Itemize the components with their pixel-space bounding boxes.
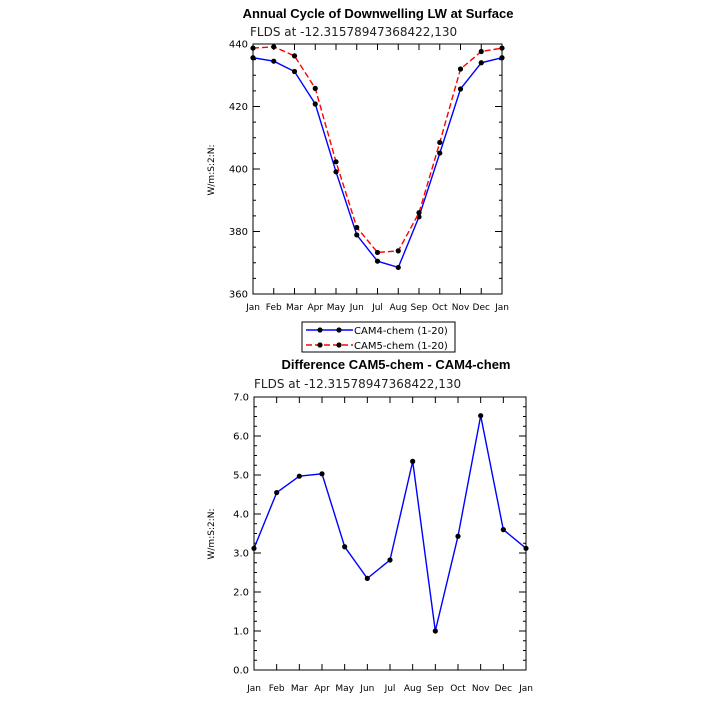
data-point <box>250 55 255 60</box>
data-point <box>458 66 463 71</box>
x-tick-label: Aug <box>403 684 422 694</box>
x-tick-label: Nov <box>451 303 470 313</box>
data-point <box>292 53 297 58</box>
x-tick-label: Jan <box>247 684 261 694</box>
x-tick-label: Jan <box>495 303 509 313</box>
data-point <box>387 557 392 562</box>
x-tick-label: Nov <box>471 684 490 694</box>
legend-label-cam4: CAM4-chem (1-20) <box>354 326 448 337</box>
data-point <box>250 45 255 50</box>
data-point <box>437 150 442 155</box>
legend-marker-cam4 <box>317 327 322 332</box>
plot-area <box>233 393 533 695</box>
data-point <box>319 471 324 476</box>
y-tick-label: 360 <box>228 289 248 301</box>
y-tick-label: 4.0 <box>233 509 249 521</box>
x-tick-label: Jul <box>384 684 396 694</box>
plot-area <box>229 40 509 314</box>
chart-subtitle: FLDS at -12.31578947368422,130 <box>254 377 462 391</box>
data-point <box>297 474 302 479</box>
x-tick-label: Jun <box>360 684 375 694</box>
x-tick-label: Jun <box>349 303 364 313</box>
data-point <box>501 527 506 532</box>
data-point <box>416 210 421 215</box>
x-tick-label: May <box>335 684 354 694</box>
y-tick-label: 400 <box>228 164 248 176</box>
data-point <box>333 169 338 174</box>
y-tick-label: 3.0 <box>233 548 249 560</box>
data-point <box>410 459 415 464</box>
series-line-1 <box>254 416 526 631</box>
legend-marker-cam4 <box>336 327 341 332</box>
chart-subtitle: FLDS at -12.31578947368422,130 <box>250 25 458 39</box>
data-point <box>396 248 401 253</box>
data-point <box>365 576 370 581</box>
data-point <box>396 265 401 270</box>
data-point <box>354 225 359 230</box>
data-point <box>375 259 380 264</box>
x-tick-label: Apr <box>307 303 324 313</box>
legend-marker-cam5 <box>317 342 322 347</box>
data-point <box>313 86 318 91</box>
series-line-2 <box>253 47 502 253</box>
y-axis-label: W/m:S:2:N: <box>207 508 217 560</box>
y-tick-label: 1.0 <box>233 626 249 638</box>
y-tick-label: 380 <box>228 227 248 238</box>
data-point <box>251 546 256 551</box>
x-tick-label: Feb <box>268 684 285 694</box>
y-axis-label: W/m:S:2:N: <box>207 144 217 196</box>
data-point <box>458 86 463 91</box>
data-point <box>271 44 276 49</box>
chart-title: Difference CAM5-chem - CAM4-chem <box>281 357 511 372</box>
legend-label-cam5: CAM5-chem (1-20) <box>354 341 448 352</box>
data-point <box>333 159 338 164</box>
x-tick-label: Oct <box>450 684 466 694</box>
data-point <box>455 534 460 539</box>
data-point <box>523 546 528 551</box>
data-point <box>292 69 297 74</box>
data-point <box>479 60 484 65</box>
plot-frame <box>253 44 502 294</box>
data-point <box>342 544 347 549</box>
data-point <box>313 101 318 106</box>
y-tick-label: 420 <box>228 102 248 113</box>
x-tick-label: May <box>326 303 346 313</box>
x-tick-label: Dec <box>494 684 513 694</box>
data-point <box>271 59 276 64</box>
annual-cycle-chart <box>207 6 513 352</box>
data-point <box>499 55 504 60</box>
y-tick-label: 7.0 <box>233 392 249 404</box>
legend <box>302 322 455 352</box>
legend-marker-cam5 <box>336 342 341 347</box>
difference-chart <box>207 357 533 694</box>
x-tick-label: Aug <box>389 303 408 313</box>
y-tick-label: 6.0 <box>233 431 249 443</box>
data-point <box>433 628 438 633</box>
data-point <box>375 250 380 255</box>
x-tick-label: Sep <box>410 303 428 313</box>
x-tick-label: Feb <box>265 303 282 313</box>
x-tick-label: Oct <box>431 303 448 313</box>
x-tick-label: Apr <box>314 684 330 694</box>
x-tick-label: Sep <box>426 684 444 694</box>
y-tick-label: 0.0 <box>233 665 249 677</box>
data-point <box>354 232 359 237</box>
y-tick-label: 5.0 <box>233 470 249 482</box>
data-point <box>479 49 484 54</box>
x-tick-label: Jan <box>246 303 260 313</box>
x-tick-label: Dec <box>472 303 490 313</box>
x-tick-label: Mar <box>286 303 303 313</box>
data-point <box>499 45 504 50</box>
data-point <box>274 490 279 495</box>
y-tick-label: 440 <box>228 39 248 51</box>
data-point <box>478 413 483 418</box>
x-tick-label: Jan <box>519 684 533 694</box>
x-tick-label: Jul <box>372 303 383 313</box>
series-line-1 <box>253 58 502 268</box>
y-tick-label: 2.0 <box>233 587 249 599</box>
data-point <box>437 140 442 145</box>
x-tick-label: Mar <box>290 684 308 694</box>
chart-title: Annual Cycle of Downwelling LW at Surface <box>242 6 514 21</box>
